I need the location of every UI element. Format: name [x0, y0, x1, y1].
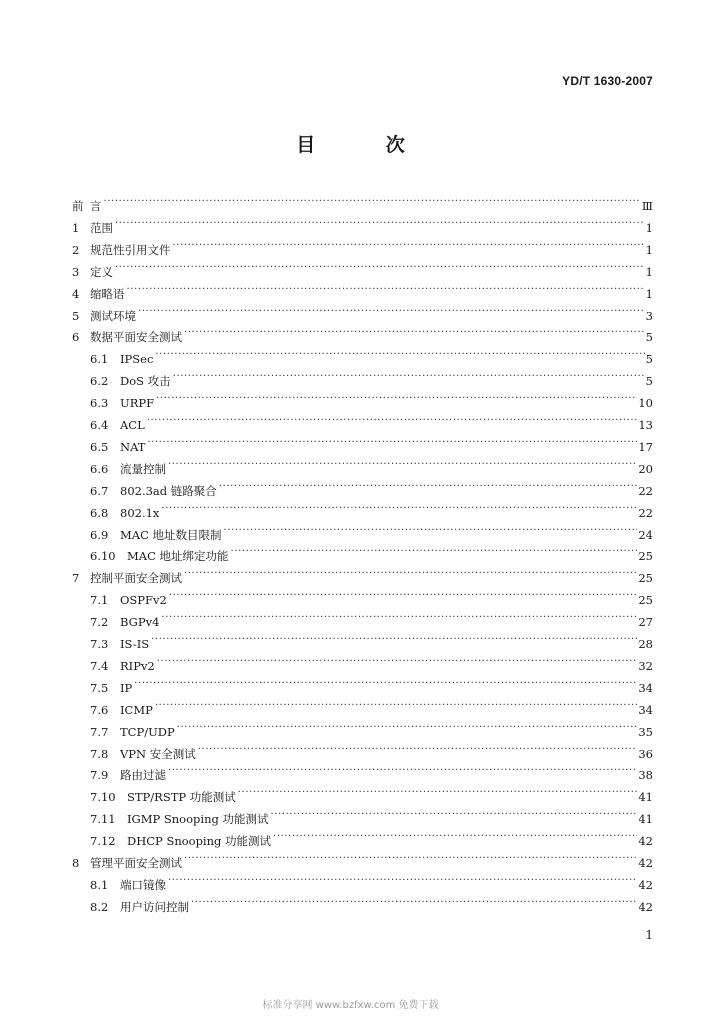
toc-entry-label: 管理平面安全测试	[90, 856, 182, 870]
toc-entry-page: 25	[638, 549, 653, 564]
toc-leader-dots	[156, 391, 637, 407]
toc-leader-dots	[184, 566, 637, 582]
toc-entry-number: 8	[72, 856, 80, 870]
toc-entry[interactable]	[72, 260, 653, 279]
toc-entry[interactable]	[90, 632, 653, 651]
toc-leader-dots	[127, 282, 645, 298]
toc-entry[interactable]	[90, 873, 653, 892]
toc-entry-page: 1	[645, 242, 653, 257]
toc-entry-number: 7	[72, 571, 80, 586]
toc-entry-label: STP/RSTP 功能测试	[127, 790, 236, 805]
toc-entry-page: 25	[638, 571, 653, 586]
toc-entry[interactable]	[72, 216, 653, 235]
toc-entry[interactable]	[90, 391, 653, 411]
toc-entry-number: 5	[72, 308, 80, 323]
toc-entry[interactable]	[72, 238, 653, 257]
toc-entry-label: 802.3ad 链路聚合	[120, 483, 217, 498]
toc-leader-dots	[231, 544, 638, 560]
toc-entry-number: 前	[72, 199, 84, 213]
toc-entry[interactable]	[72, 325, 653, 345]
toc-entry-page: 42	[638, 834, 653, 849]
toc-entry-number: 7.8	[90, 746, 109, 761]
toc-entry-page: 42	[638, 877, 653, 892]
toc-entry-number: 7.5	[90, 680, 109, 695]
toc-entry-label: IGMP Snooping 功能测试	[127, 812, 269, 827]
toc-entry-page: 41	[638, 790, 653, 805]
toc-entry[interactable]	[90, 479, 653, 498]
toc-entry-number: 7.3	[90, 637, 109, 651]
toc-entry-label: 端口镜像	[120, 877, 166, 892]
toc-entry[interactable]	[90, 676, 653, 695]
toc-entry-label: ACL	[120, 418, 145, 432]
toc-entry[interactable]	[90, 698, 653, 717]
toc-entry-label: URPF	[120, 396, 155, 411]
toc-leader-dots	[173, 238, 645, 254]
page-title: 目 次	[296, 134, 437, 156]
toc-entry-page: 17	[638, 439, 653, 454]
toc-entry-number: 1	[72, 220, 80, 235]
toc-leader-dots	[157, 654, 638, 670]
toc-entry-label: DHCP Snooping 功能测试	[127, 834, 272, 849]
toc-entry[interactable]	[90, 413, 653, 432]
toc-entry-page: 10	[638, 396, 653, 411]
toc-entry[interactable]	[90, 742, 653, 761]
toc-entry-label: 控制平面安全测试	[90, 571, 182, 586]
toc-entry-page: 38	[638, 768, 653, 783]
toc-entry-page: 28	[638, 637, 653, 651]
toc-entry-label: TCP/UDP	[120, 724, 175, 739]
toc-entry-number: 7.10	[90, 790, 116, 805]
toc-entry-label: 范围	[90, 220, 113, 235]
toc-entry[interactable]	[90, 610, 653, 630]
toc-entry-label: 言	[90, 199, 102, 213]
toc-leader-dots	[151, 632, 637, 648]
toc-entry-label: BGPv4	[120, 615, 160, 630]
toc-leader-dots	[115, 216, 645, 232]
toc-entry-label: IS-IS	[120, 637, 150, 651]
toc-entry-label: 规范性引用文件	[90, 242, 171, 257]
toc-entry[interactable]	[90, 720, 653, 739]
toc-entry-label: VPN 安全测试	[120, 746, 196, 761]
toc-entry-page: 41	[638, 812, 653, 827]
toc-leader-dots	[168, 873, 637, 889]
toc-entry-label: 测试环境	[90, 308, 136, 323]
toc-entry-number: 6	[72, 330, 80, 345]
page-number: 1	[645, 928, 653, 942]
toc-entry[interactable]	[90, 501, 653, 520]
toc-entry[interactable]	[90, 588, 653, 608]
toc-leader-dots	[169, 588, 638, 604]
toc-leader-dots	[184, 851, 637, 867]
toc-entry-page: 1	[645, 220, 653, 235]
toc-entry-label: RIPv2	[120, 658, 155, 673]
toc-entry-page: 20	[638, 461, 653, 476]
toc-entry[interactable]	[90, 457, 653, 476]
toc-entry-number: 6.9	[90, 527, 109, 542]
toc-entry-label: IPSec	[120, 352, 154, 367]
toc-entry-page: 42	[638, 899, 653, 914]
toc-entry-page: 3	[645, 308, 653, 323]
toc-entry-page: 5	[645, 352, 653, 367]
toc-entry-number: 7.4	[90, 658, 109, 673]
toc-entry-number: 6.2	[90, 374, 109, 389]
toc-entry-number: 8.2	[90, 899, 109, 914]
toc-leader-dots	[115, 260, 645, 276]
toc-entry[interactable]	[72, 304, 653, 323]
toc-entry-label: OSPFv2	[120, 593, 167, 608]
toc-entry[interactable]	[90, 654, 653, 673]
toc-entry-number: 7.11	[90, 812, 116, 827]
toc-leader-dots	[184, 325, 645, 341]
toc-entry-number: 7.1	[90, 593, 109, 608]
toc-leader-dots	[177, 720, 638, 736]
toc-entry-label: DoS 攻击	[120, 374, 171, 389]
standard-number: YD/T 1630-2007	[562, 74, 653, 88]
toc-entry-page: 13	[638, 418, 653, 432]
toc-entry[interactable]	[72, 282, 653, 301]
toc-leader-dots	[271, 807, 638, 823]
toc-entry[interactable]	[72, 566, 653, 586]
toc-entry-page: 5	[645, 330, 653, 345]
toc-leader-dots	[134, 676, 637, 692]
toc-leader-dots	[219, 479, 638, 495]
toc-entry[interactable]	[90, 785, 653, 805]
toc-entry-page: 42	[638, 856, 653, 870]
toc-entry-number: 7.7	[90, 724, 109, 739]
toc-entry-label: 流量控制	[120, 461, 166, 476]
toc-entry-page: 34	[638, 680, 653, 695]
toc-leader-dots	[155, 698, 638, 714]
toc-entry-label: MAC 地址数目限制	[120, 527, 222, 542]
toc-entry-number: 6.4	[90, 418, 109, 432]
toc-entry-number: 6.1	[90, 352, 109, 367]
toc-entry[interactable]	[90, 369, 653, 389]
toc-entry-number: 7.12	[90, 834, 116, 849]
toc-entry[interactable]	[90, 347, 653, 367]
toc-leader-dots	[273, 829, 637, 845]
toc-entry-number: 2	[72, 242, 80, 257]
toc-entry[interactable]	[72, 194, 653, 213]
toc-entry-page: 5	[645, 374, 653, 389]
toc-entry[interactable]	[90, 435, 653, 454]
toc-entry-label: 802.1x	[120, 505, 160, 520]
toc-entry[interactable]	[90, 523, 653, 542]
toc-entry-number: 8.1	[90, 877, 109, 892]
toc-entry-label: NAT	[120, 439, 146, 454]
toc-entry-page: 24	[638, 527, 653, 542]
toc-leader-dots	[138, 304, 645, 320]
toc-entry-label: 用户访问控制	[120, 899, 189, 914]
toc-entry-number: 4	[72, 286, 80, 301]
toc-entry[interactable]	[72, 851, 653, 870]
toc-leader-dots	[147, 413, 638, 429]
toc-leader-dots	[224, 523, 638, 539]
toc-leader-dots	[198, 742, 638, 758]
toc-entry-label: 数据平面安全测试	[90, 330, 182, 345]
toc-entry-label: 缩略语	[90, 286, 125, 301]
toc-entry-number: 7.6	[90, 702, 109, 717]
toc-entry-page: 25	[638, 593, 653, 608]
toc-leader-dots	[147, 435, 637, 451]
watermark: 标准分享网 www.bzfxw.com 免费下载	[262, 1000, 439, 1011]
toc-entry[interactable]	[90, 807, 653, 827]
toc-entry-page: 27	[638, 615, 653, 630]
toc-entry-page: 1	[645, 264, 653, 279]
toc-entry-page: 35	[638, 724, 653, 739]
toc-entry-page: 1	[645, 286, 653, 301]
toc-leader-dots	[168, 457, 637, 473]
toc-entry-page: 22	[638, 483, 653, 498]
toc-leader-dots	[191, 895, 637, 911]
toc-entry-label: ICMP	[120, 702, 153, 717]
toc-entry[interactable]	[90, 829, 653, 849]
toc-entry-number: 6.10	[90, 549, 116, 564]
toc-entry-label: 定义	[90, 264, 113, 279]
toc-entry-label: IP	[120, 680, 133, 695]
toc-leader-dots	[168, 763, 637, 779]
toc-leader-dots	[173, 369, 645, 385]
toc-entry-number: 7.9	[90, 768, 109, 783]
toc-entry-number: 6.5	[90, 439, 109, 454]
toc-entry[interactable]	[90, 544, 653, 564]
toc-entry-number: 6.3	[90, 396, 109, 411]
toc-entry-number: 6.6	[90, 461, 109, 476]
toc-entry[interactable]	[90, 763, 653, 783]
toc-entry-number: 7.2	[90, 615, 109, 630]
toc-entry-page: 22	[638, 505, 653, 520]
toc-entry-label: MAC 地址绑定功能	[127, 549, 229, 564]
toc-entry-page: 34	[638, 702, 653, 717]
toc-entry-page: 36	[638, 746, 653, 761]
toc-leader-dots	[104, 194, 641, 210]
toc-entry-page: 32	[638, 658, 653, 673]
toc-leader-dots	[155, 347, 644, 363]
toc-entry-label: 路由过滤	[120, 768, 166, 783]
toc-entry-page: Ⅲ	[641, 199, 653, 213]
toc-leader-dots	[238, 785, 638, 801]
toc-leader-dots	[161, 501, 637, 517]
toc-entry-number: 6.7	[90, 483, 109, 498]
toc-entry-number: 3	[72, 264, 80, 279]
toc-entry[interactable]	[90, 895, 653, 914]
toc-entry-number: 6.8	[90, 505, 109, 520]
toc-leader-dots	[161, 610, 637, 626]
